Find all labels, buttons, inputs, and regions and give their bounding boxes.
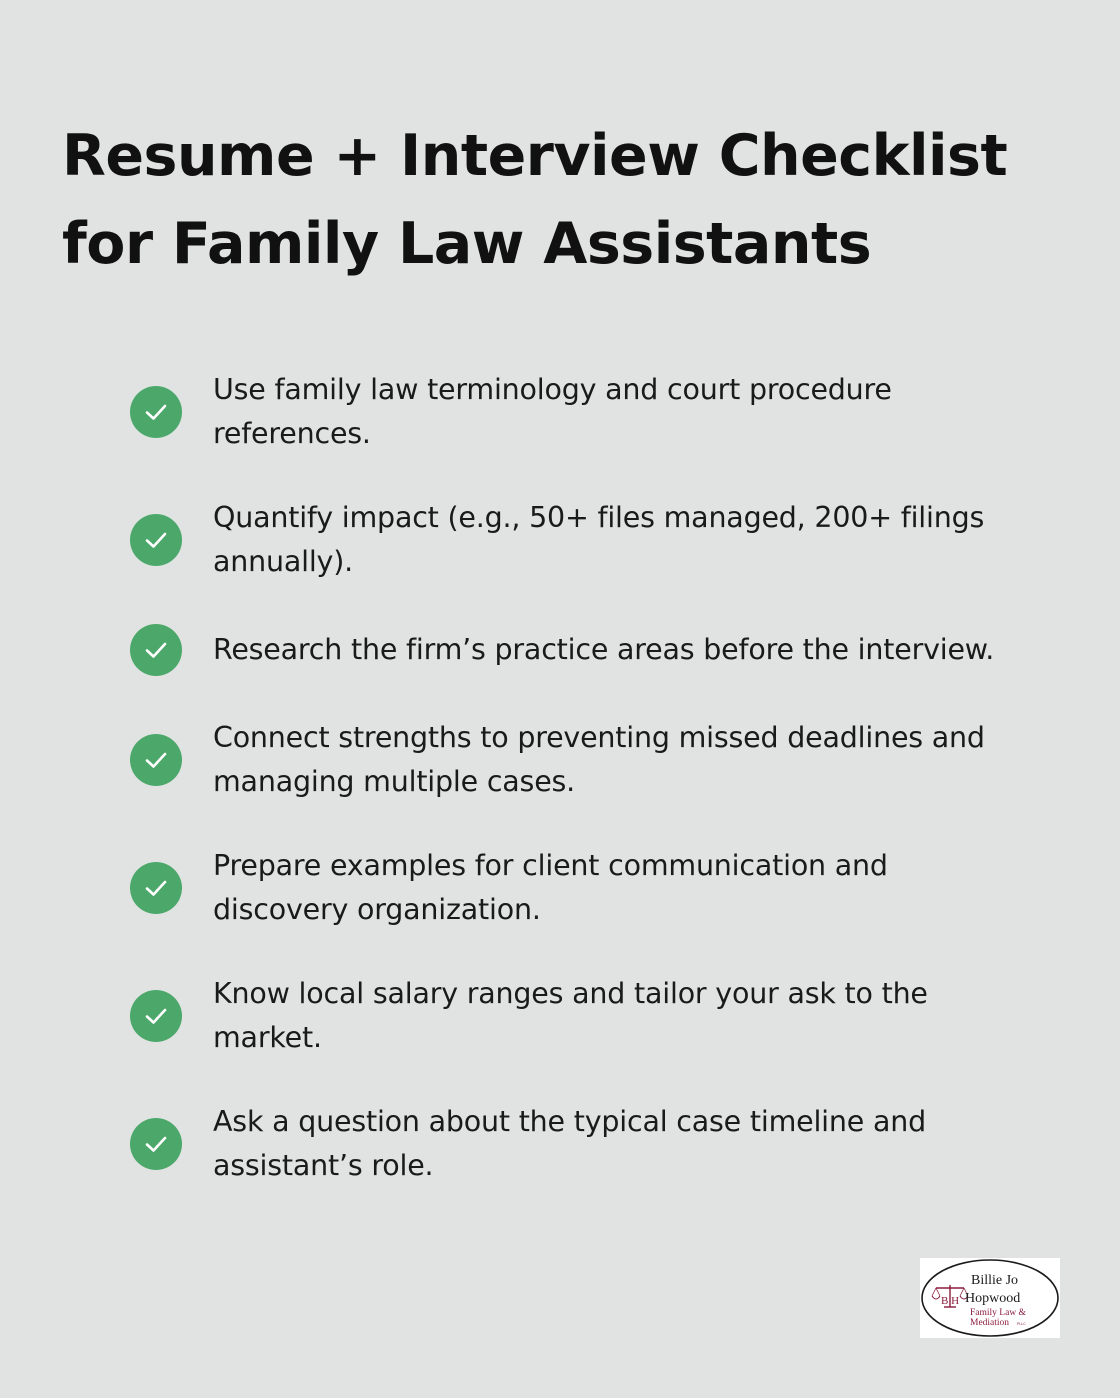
firm-logo [920,1258,1060,1338]
title-line-2: for Family Law Assistants [62,211,872,277]
checklist-item-text [213,716,1053,804]
check-circle-icon [130,1118,182,1170]
checklist-item-line: discovery organization. [213,893,541,926]
title-line-1: Resume + Interview Checklist [62,123,1008,189]
check-circle-icon [130,862,182,914]
checklist-item-text [213,844,1053,932]
checklist-item-line: Research the firm’s practice areas before the interview. [213,633,995,666]
checklist-item-line: annually). [213,545,353,578]
logo-suffix: PLLC [1017,1322,1026,1326]
check-circle-icon [130,734,182,786]
checklist-item-line: managing multiple cases. [213,765,576,798]
check-circle-icon [130,624,182,676]
checklist-item-line: Prepare examples for client communication and [213,849,888,882]
checklist-item-line: Use family law terminology and court procedure [213,373,892,406]
checklist-item-line: Quantify impact (e.g., 50+ files managed, 200+ filings [213,501,985,534]
checklist-item-line: Ask a question about the typical case timeline and [213,1105,926,1138]
checklist-item-line: Connect strengths to preventing missed deadlines and [213,721,985,754]
checklist-item-line: market. [213,1021,322,1054]
logo-name-line-1: Billie Jo [971,1273,1019,1288]
logo-monogram: B H [940,1295,960,1307]
check-circle-icon [130,990,182,1042]
checklist-item-line: assistant’s role. [213,1149,434,1182]
logo-tagline-line-1: Family Law & [970,1308,1026,1318]
checklist-item-text [213,368,1053,456]
check-circle-icon [130,386,182,438]
check-circle-icon [130,514,182,566]
checklist-item-line: Know local salary ranges and tailor your ask to the [213,977,928,1010]
logo-name-line-2: Hopwood [965,1291,1021,1306]
checklist-item-text [213,496,1053,584]
checklist-item-text [213,972,1053,1060]
logo-tagline-line-2: Mediation [970,1318,1010,1328]
firm-logo-graphic [920,1258,1060,1338]
checklist-item-line: references. [213,417,371,450]
checklist-item-text [213,1100,1053,1188]
checklist-item-text [213,628,1053,672]
